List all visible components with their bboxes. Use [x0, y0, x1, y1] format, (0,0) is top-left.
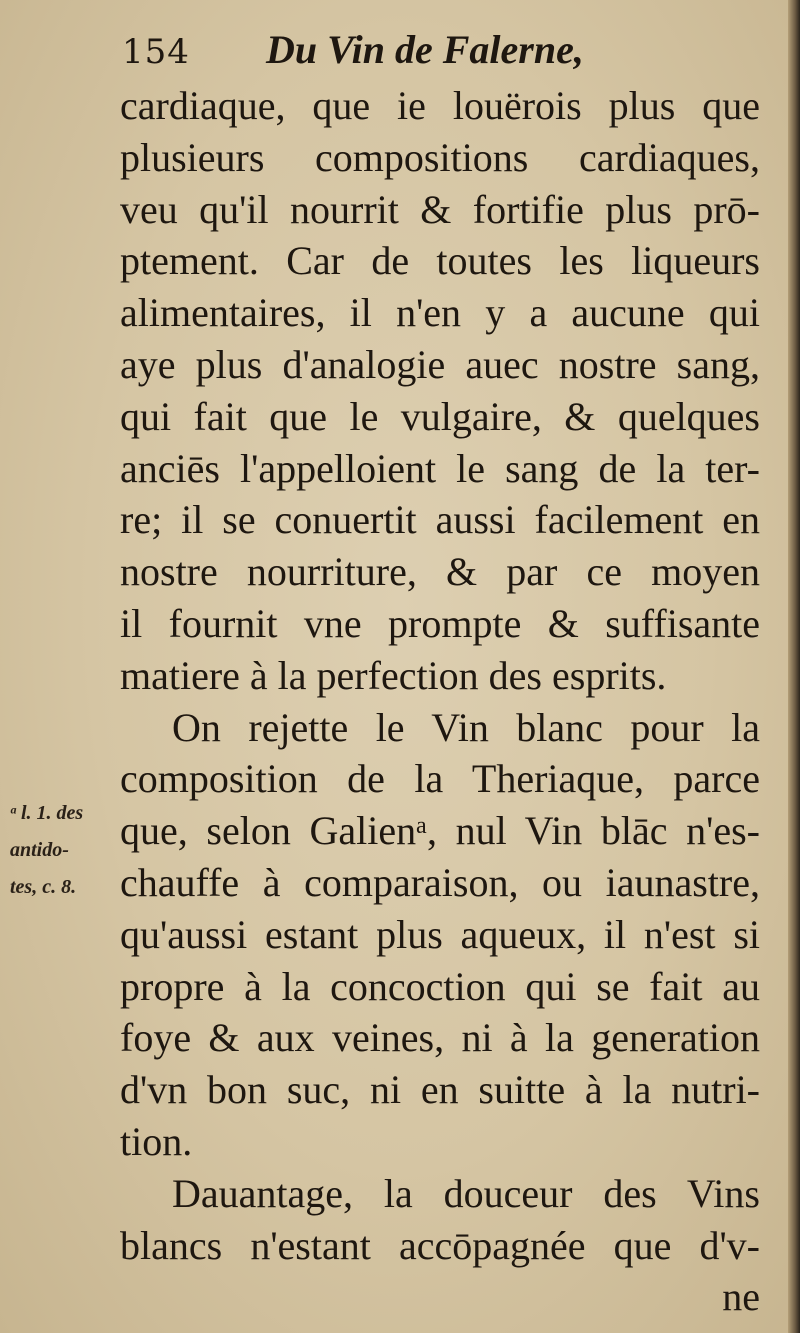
page-number: 154 [122, 32, 190, 72]
text-line: foye & aux veines, ni à la generation [120, 1015, 760, 1061]
marginal-note [10, 795, 120, 906]
text-line: que, selon Galienᵃ, nul Vin blāc n'es- [120, 808, 760, 854]
catchword: ne [722, 1274, 760, 1320]
text-line: il fournit vne prompte & suffisante [120, 600, 760, 646]
text-line: plusieurs compositions cardiaques, [120, 134, 760, 180]
text-line: propre à la concoction qui se fait au [120, 963, 760, 1009]
marginal-note-line: ᵃ l. 1. des [10, 802, 84, 824]
text-line: re; il se conuertit aussi facilement en [120, 497, 760, 543]
page-gutter [788, 0, 800, 1333]
marginal-note-line: antido- [10, 839, 69, 861]
text-line: anciēs l'appelloient le sang de la ter- [120, 445, 760, 491]
body-text [120, 80, 760, 1323]
running-title: Du Vin de Falerne, [266, 27, 584, 72]
text-line: qui fait que le vulgaire, & quelques [120, 393, 760, 439]
text-line: d'vn bon suc, ni en suitte à la nutri- [120, 1067, 760, 1113]
paragraph-start-line: Dauantage, la douceur des Vins [172, 1170, 760, 1216]
page-header [118, 22, 678, 82]
text-line: alimentaires, il n'en y a aucune qui [120, 290, 760, 336]
text-line: tion. [120, 1118, 193, 1164]
text-line: matiere à la perfection des esprits. [120, 652, 667, 698]
text-line: ptement. Car de toutes les liqueurs [120, 238, 760, 284]
text-line: nostre nourriture, & par ce moyen [120, 549, 760, 595]
paragraph-start-line: On rejette le Vin blanc pour la [172, 704, 760, 750]
marginal-note-line: tes, c. 8. [10, 876, 77, 898]
text-line: veu qu'il nourrit & fortifie plus prō- [120, 186, 760, 232]
text-line: blancs n'estant accōpagnée que d'v- [120, 1222, 760, 1268]
text-line: chauffe à comparaison, ou iaunastre, [120, 859, 760, 905]
text-line: aye plus d'analogie auec nostre sang, [120, 341, 760, 387]
text-line: composition de la Theriaque, parce [120, 756, 760, 802]
text-line: cardiaque, que ie louërois plus que [120, 83, 760, 128]
text-line: qu'aussi estant plus aqueux, il n'est si [120, 911, 760, 957]
